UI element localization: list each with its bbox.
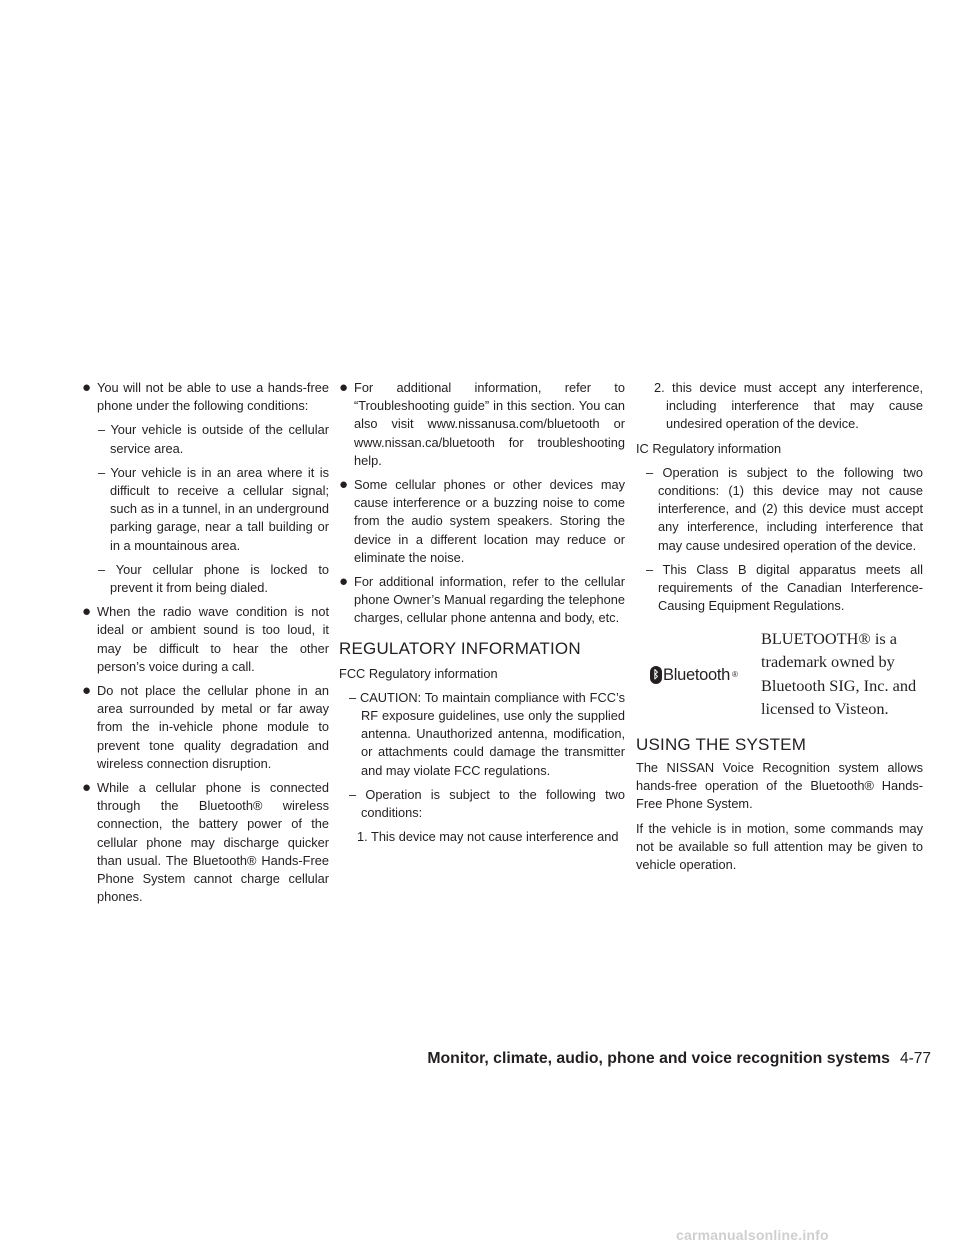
numbered-item: 1. This device may not cause interference and bbox=[357, 829, 619, 845]
dash-item: – CAUTION: To maintain compliance with FCC’s RF exposure guidelines, use only the supplied antenna. Unauthorized antenna, modification, or attachments could damage the transmitter and may violate FCC regulations. bbox=[349, 689, 625, 778]
bullet-icon: ● bbox=[82, 779, 92, 797]
bullet-item: ● When the radio wave condition is not ideal or ambient sound is too loud, it may be difficult to hear the other person’s voice during a call. bbox=[82, 603, 329, 674]
paragraph: If the vehicle is in motion, some commands may not be available so full attention may be given to vehicle operation. bbox=[636, 820, 923, 873]
dash-item: – Operation is subject to the following two conditions: bbox=[349, 786, 625, 821]
watermark: carmanualsonline.info bbox=[676, 1227, 829, 1243]
numbered-item: 2. this device must accept any interference, including interference that may cause undesired operation of the device. bbox=[654, 380, 923, 432]
bluetooth-icon: ᛒ bbox=[650, 666, 662, 684]
ic-label: IC Regulatory information bbox=[636, 440, 782, 456]
bullet-icon: ● bbox=[82, 379, 92, 396]
bullet-item: ● For additional information, refer to “Troubleshooting guide” in this section. You can also visit www.nissanusa.com/bluetooth or www.nissan.ca/bluetooth for troubleshooting help. bbox=[339, 379, 625, 468]
dash-item: – This Class B digital apparatus meets all requirements of the Canadian Interference-Causing Equipment Regulations. bbox=[646, 561, 923, 614]
bullet-item: ● Do not place the cellular phone in an area surrounded by metal or far away from the in-vehicle phone module to prevent tone quality degradation and wireless connection disruption. bbox=[82, 682, 329, 771]
bullet-item: ● Some cellular phones or other devices may cause interference or a buzzing noise to come from the audio system speakers. Storing the device in a different location may reduce or eliminate the noise. bbox=[339, 476, 625, 565]
bullet-icon: ● bbox=[82, 603, 92, 621]
bullet-icon: ● bbox=[339, 476, 349, 494]
dash-item: – Your cellular phone is locked to prevent it from being dialed. bbox=[98, 561, 329, 596]
bluetooth-logo bbox=[650, 665, 738, 685]
fcc-label: FCC Regulatory information bbox=[339, 665, 498, 681]
dash-item: – Your vehicle is outside of the cellular service area. bbox=[98, 422, 329, 456]
registered-mark: ® bbox=[732, 669, 738, 679]
bluetooth-trademark-text: BLUETOOTH® is a trademark owned by Bluetooth SIG, Inc. and licensed to Visteon. bbox=[761, 629, 917, 718]
bluetooth-trademark-block bbox=[640, 627, 930, 727]
page-number: 4-77 bbox=[899, 1050, 931, 1067]
section-heading-using: USING THE SYSTEM bbox=[636, 735, 807, 754]
bullet-icon: ● bbox=[82, 682, 92, 700]
column-1 bbox=[82, 379, 329, 912]
bullet-item: ● You will not be able to use a hands-free phone under the following conditions: bbox=[82, 379, 329, 414]
dash-item: – Operation is subject to the following two conditions: (1) this device may not cause interference, and (2) this device must accept any interference, including interference that may cause undesired operation of the device. bbox=[646, 464, 923, 553]
footer-section-title: Monitor, climate, audio, phone and voice recognition systems bbox=[427, 1050, 890, 1067]
page-footer bbox=[426, 1050, 931, 1074]
bullet-item: ● While a cellular phone is connected through the Bluetooth® wireless connection, the battery power of the cellular phone may discharge quicker than usual. The Bluetooth® Hands-Free Phone System cannot charge cellular phones. bbox=[82, 779, 329, 905]
dash-item: – Your vehicle is in an area where it is difficult to receive a cellular signal; such as in a tunnel, in an underground parking garage, near a tall building or in a mountainous area. bbox=[98, 464, 329, 553]
bullet-item: ● For additional information, refer to the cellular phone Owner’s Manual regarding the telephone charges, cellular phone antenna and body, etc. bbox=[339, 573, 625, 626]
column-2 bbox=[339, 379, 625, 852]
column-3 bbox=[636, 379, 923, 621]
section-heading-regulatory: REGULATORY INFORMATION bbox=[339, 638, 581, 658]
column-3-lower bbox=[636, 734, 923, 880]
bluetooth-wordmark: Bluetooth bbox=[663, 665, 731, 684]
bullet-icon: ● bbox=[339, 573, 349, 591]
bullet-icon: ● bbox=[339, 379, 349, 396]
paragraph: The NISSAN Voice Recognition system allows hands-free operation of the Bluetooth® Hands-Free Phone System. bbox=[636, 760, 923, 812]
